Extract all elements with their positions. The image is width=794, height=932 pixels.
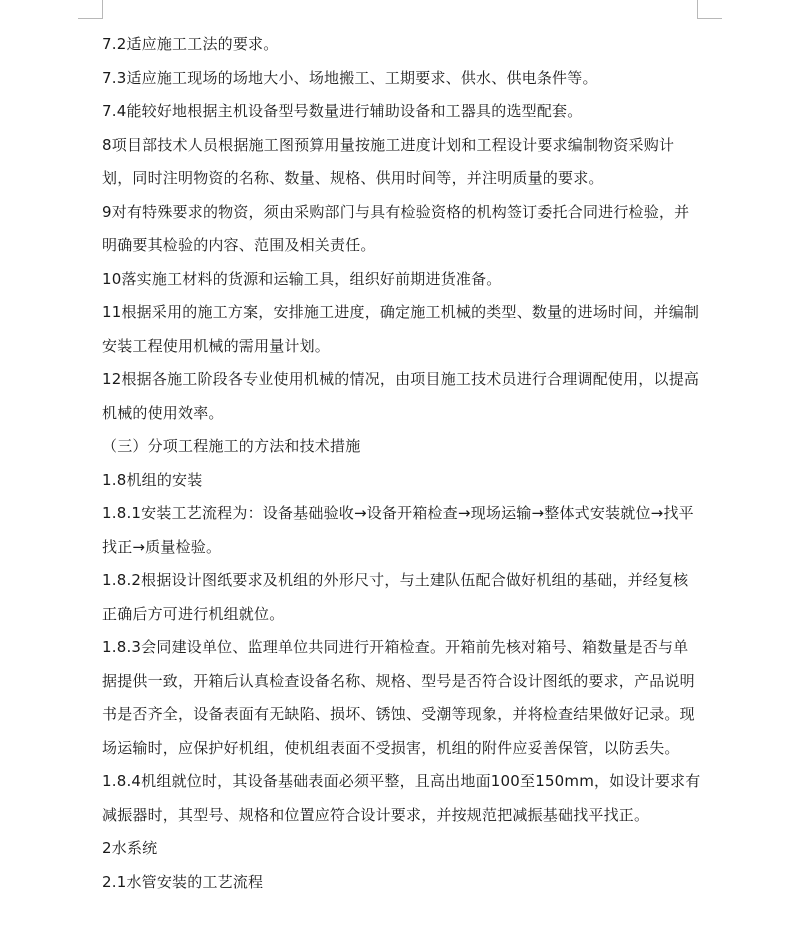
paragraph-8: 8项目部技术人员根据施工图预算用量按施工进度计划和工程设计要求编制物资采购计划，同时注明物资的名称、数量、规格、供用时间等，并注明质量的要求。 <box>102 135 675 187</box>
heading-2-1: 2.1水管安装的工艺流程 <box>102 872 264 891</box>
paragraph-12: 12根据各施工阶段各专业使用机械的情况，由项目施工技术员进行合理调配使用，以提高机械的使用效率。 <box>102 370 700 422</box>
heading-2: 2水系统 <box>102 839 158 857</box>
paragraph-1-8-2: 1.8.2根据设计图纸要求及机组的外形尺寸，与土建队伍配合做好机组的基础，并经复核正确后方可进行机组就位。 <box>102 571 689 623</box>
paragraph-1-8-3: 1.8.3会同建设单位、监理单位共同进行开箱检查。开箱前先核对箱号、箱数量是否与单据提供一致，开箱后认真检查设备名称、规格、型号是否符合设计图纸的要求，产品说明书是否齐全，设备表面有无缺陷、损坏、锈蚀、受潮等现象，并将检查结果做好记录。现场运输时，应保护好机组，使机组表面不受损害，机组的附件应妥善保管，以防丢失。 <box>102 638 695 757</box>
paragraph-7-4: 7.4能较好地根据主机设备型号数量进行辅助设备和工器具的选型配套。 <box>102 102 583 120</box>
paragraph-7-2: 7.2适应施工工法的要求。 <box>102 35 279 53</box>
paragraph-1-8-1: 1.8.1安装工艺流程为：设备基础验收→设备开箱检查→现场运输→整体式安装就位→找平找正→质量检验。 <box>102 504 694 556</box>
document-body <box>102 28 702 899</box>
paragraph-7-3: 7.3适应施工现场的场地大小、场地搬工、工期要求、供水、供电条件等。 <box>102 68 598 87</box>
paragraph-9: 9对有特殊要求的物资，须由采购部门与具有检验资格的机构签订委托合同进行检验，并明确要其检验的内容、范围及相关责任。 <box>102 202 690 254</box>
paragraph-11: 11根据采用的施工方案，安排施工进度，确定施工机械的类型、数量的进场时间，并编制安装工程使用机械的需用量计划。 <box>102 303 700 355</box>
heading-1-8: 1.8机组的安装 <box>102 470 203 489</box>
section-heading-3: （三）分项工程施工的方法和技术措施 <box>102 437 361 455</box>
paragraph-10: 10落实施工材料的货源和运输工具，组织好前期进货准备。 <box>102 269 502 288</box>
crop-mark-top-right <box>697 0 722 19</box>
paragraph-1-8-4: 1.8.4机组就位时，其设备基础表面必须平整，且高出地面100至150mm，如设计要求有减振器时，其型号、规格和位置应符合设计要求，并按规范把减振基础找平找正。 <box>102 772 701 824</box>
crop-mark-top-left <box>78 0 103 19</box>
